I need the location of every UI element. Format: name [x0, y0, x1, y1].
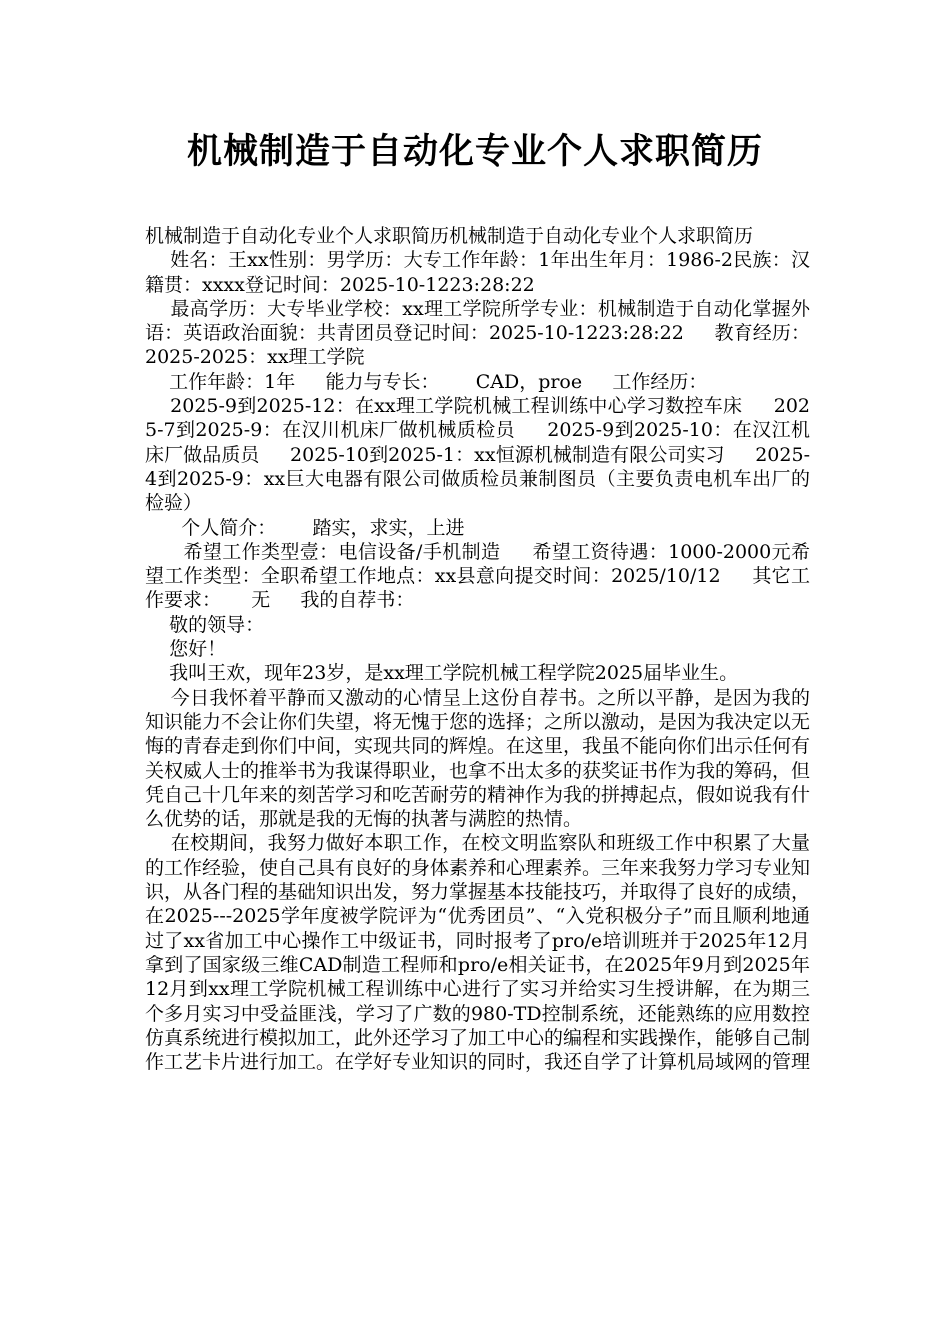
paragraph-basic-info: 姓名：王xx性别：男学历：大专工作年龄：1年出生年月：1986-2民族：汉籍贯：xxxx登记时间：2025-10-1223:28:22 — [145, 249, 810, 296]
document-title: 机械制造于自动化专业个人求职简历 — [186, 132, 763, 172]
paragraph-school-experience: 在校期间，我努力做好本职工作，在校文明监察队和班级工作中积累了大量的工作经验，使自己具有良好的身体素养和心理素养。三年来我努力学习专业知识，从各门程的基础知识出发，努力掌握基本技能技巧，并取得了良好的成绩，在2025---2025学年度被学院评为“优秀团员”、“入党积极分子”而且顺利地通过了xx省加工中心操作工中级证书，同时报考了pro/e培训班并于2025年12月拿到了国家级三维CAD制造工程师和pro/e相关证书，在2025年9月到2025年12月到xx理工学院机械工程训练中心进行了实习并给实习生授讲解，在为期三个多月实习中受益匪浅，学习了广数的980-TD控制系统，还能熟练的应用数控仿真系统进行模拟加工，此外还学习了加工中心的编程和实践操作，能够自己制作工艺卡片进行加工。在学好专业知识的同时，我还自学了计算机局域网的管理 — [145, 832, 811, 1074]
paragraph-skills: 工作年龄：1年 能力与专长： CAD，proe 工作经历： — [145, 370, 708, 393]
paragraph-job-preferences: 希望工作类型壹：电信设备/手机制造 希望工资待遇：1000-2000元希望工作类型：全职希望工作地点：xx县意向提交时间：2025/10/12 其它工作要求： 无 我的自荐书： — [145, 540, 810, 612]
paragraph-motivation: 今日我怀着平静而又激动的心情呈上这份自荐书。之所以平静，是因为我的知识能力不会让你们失望，将无愧于您的选择；之所以激动，是因为我决定以无悔的青春走到你们中间，实现共同的辉煌。在这里，我虽不能向你们出示任何有关权威人士的推举书为我谋得职业，也拿不出太多的获奖证书作为我的筹码，但凭自己十几年来的刻苦学习和吃苦耐劳的精神作为我的拼搏起点，假如说我有什么优势的话，那就是我的无悔的执著与满腔的热情。 — [145, 686, 811, 831]
paragraph-salutation: 敬的领导： — [145, 613, 265, 636]
paragraph-education: 最高学历：大专毕业学校：xx理工学院所学专业：机械制造于自动化掌握外语：英语政治面貌：共青团员登记时间：2025-10-1223:28:22 教育经历： 2025-2025：xx理工学院 — [145, 297, 847, 369]
paragraph-greeting: 您好！ — [145, 638, 227, 661]
paragraph-self-intro: 个人简介： 踏实，求实，上进 — [145, 516, 465, 539]
paragraph-self-introduction: 我叫王欢，现年23岁，是xx理工学院机械工程学院2025届毕业生。 — [145, 662, 739, 685]
paragraph-work-experience: 2025-9到2025-12：在xx理工学院机械工程训练中心学习数控车床 2025-7到2025-9：在汉川机床厂做机械质检员 2025-9到2025-10：在汉江机床厂做品质员 2025-10到2025-1：xx恒源机械制造有限公司实习 2025-4到2025-9：xx巨大电器有限公司做质检员兼制图员（主要负责电机车出厂的检验） — [145, 395, 810, 515]
document-body — [145, 224, 847, 1074]
paragraph-heading-repeat: 机械制造于自动化专业个人求职简历机械制造于自动化专业个人求职简历 — [145, 225, 754, 247]
